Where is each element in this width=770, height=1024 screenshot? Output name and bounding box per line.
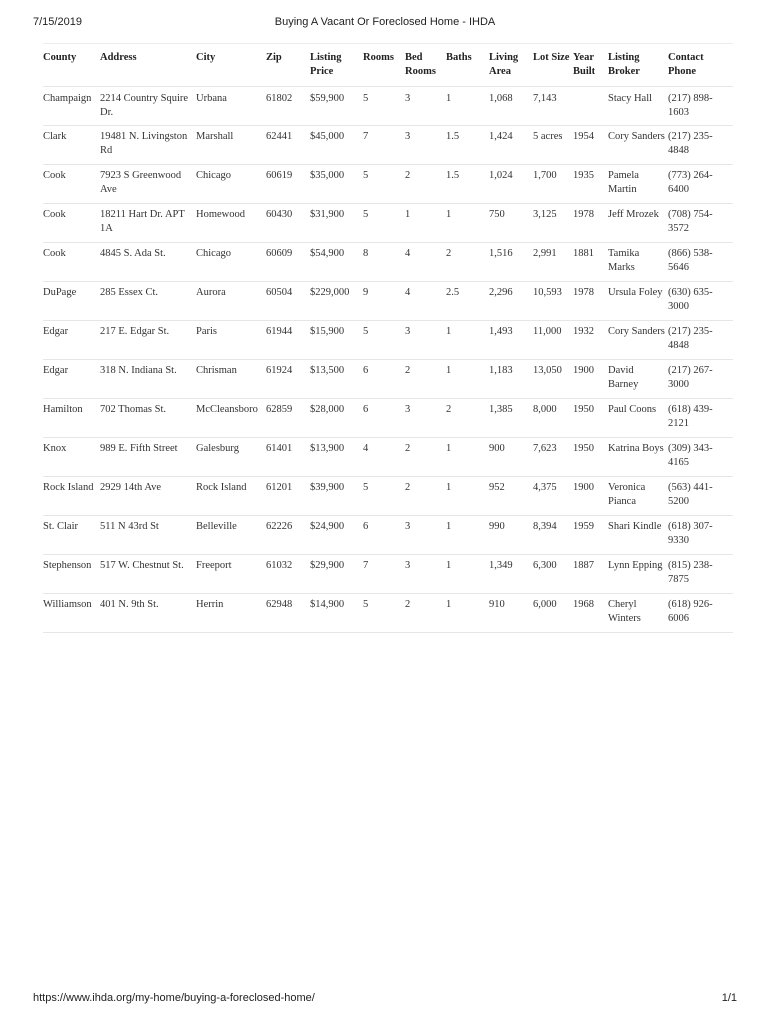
column-header-bed-rooms: Bed Rooms <box>405 44 446 87</box>
cell-year-built: 1932 <box>573 321 608 360</box>
cell-listing-broker: Cory Sanders <box>608 321 668 360</box>
cell-address: 517 W. Chestnut St. <box>100 555 196 594</box>
table-row <box>43 477 733 516</box>
foreclosure-listings-table <box>43 43 733 633</box>
cell-listing-broker: Stacy Hall <box>608 87 668 126</box>
cell-zip: 62226 <box>266 516 310 555</box>
table-row <box>43 165 733 204</box>
cell-city: Chrisman <box>196 360 266 399</box>
cell-baths: 1 <box>446 438 489 477</box>
cell-living-area: 1,068 <box>489 87 533 126</box>
cell-rooms: 5 <box>363 204 405 243</box>
cell-city: Chicago <box>196 243 266 282</box>
cell-bed-rooms: 3 <box>405 321 446 360</box>
cell-lot-size: 6,000 <box>533 594 573 633</box>
cell-contact-phone: (773) 264-6400 <box>668 165 733 204</box>
cell-lot-size: 11,000 <box>533 321 573 360</box>
cell-county: St. Clair <box>43 516 100 555</box>
column-header-contact-phone: Contact Phone <box>668 44 733 87</box>
cell-listing-price: $59,900 <box>310 87 363 126</box>
cell-zip: 61944 <box>266 321 310 360</box>
cell-lot-size: 7,143 <box>533 87 573 126</box>
cell-baths: 2 <box>446 399 489 438</box>
cell-rooms: 8 <box>363 243 405 282</box>
cell-contact-phone: (563) 441-5200 <box>668 477 733 516</box>
cell-lot-size: 5 acres <box>533 126 573 165</box>
cell-address: 2214 Country Squire Dr. <box>100 87 196 126</box>
cell-rooms: 5 <box>363 477 405 516</box>
table-row <box>43 594 733 633</box>
cell-bed-rooms: 1 <box>405 204 446 243</box>
cell-listing-broker: Paul Coons <box>608 399 668 438</box>
cell-listing-price: $13,500 <box>310 360 363 399</box>
table-row <box>43 399 733 438</box>
cell-county: Edgar <box>43 360 100 399</box>
cell-county: Knox <box>43 438 100 477</box>
cell-listing-broker: Katrina Boys <box>608 438 668 477</box>
table-row <box>43 282 733 321</box>
cell-living-area: 952 <box>489 477 533 516</box>
cell-listing-price: $39,900 <box>310 477 363 516</box>
cell-contact-phone: (309) 343-4165 <box>668 438 733 477</box>
cell-city: Rock Island <box>196 477 266 516</box>
cell-listing-broker: Veronica Pianca <box>608 477 668 516</box>
cell-baths: 1.5 <box>446 126 489 165</box>
cell-zip: 61032 <box>266 555 310 594</box>
cell-address: 511 N 43rd St <box>100 516 196 555</box>
cell-rooms: 4 <box>363 438 405 477</box>
cell-listing-price: $15,900 <box>310 321 363 360</box>
cell-baths: 1 <box>446 516 489 555</box>
cell-city: Urbana <box>196 87 266 126</box>
cell-zip: 60504 <box>266 282 310 321</box>
cell-zip: 60609 <box>266 243 310 282</box>
column-header-lot-size: Lot Size <box>533 44 573 87</box>
cell-contact-phone: (866) 538-5646 <box>668 243 733 282</box>
print-footer <box>33 992 737 1008</box>
cell-year-built: 1959 <box>573 516 608 555</box>
cell-year-built: 1881 <box>573 243 608 282</box>
cell-rooms: 5 <box>363 594 405 633</box>
cell-living-area: 1,385 <box>489 399 533 438</box>
cell-contact-phone: (708) 754-3572 <box>668 204 733 243</box>
cell-bed-rooms: 3 <box>405 399 446 438</box>
table-row <box>43 516 733 555</box>
cell-listing-broker: David Barney <box>608 360 668 399</box>
cell-rooms: 5 <box>363 321 405 360</box>
cell-bed-rooms: 4 <box>405 282 446 321</box>
cell-county: Cook <box>43 243 100 282</box>
cell-zip: 62859 <box>266 399 310 438</box>
cell-living-area: 910 <box>489 594 533 633</box>
cell-listing-broker: Tamika Marks <box>608 243 668 282</box>
table-row <box>43 243 733 282</box>
cell-contact-phone: (815) 238-7875 <box>668 555 733 594</box>
cell-city: Paris <box>196 321 266 360</box>
cell-contact-phone: (217) 235-4848 <box>668 126 733 165</box>
cell-city: Belleville <box>196 516 266 555</box>
cell-year-built: 1978 <box>573 204 608 243</box>
cell-lot-size: 10,593 <box>533 282 573 321</box>
cell-year-built: 1900 <box>573 477 608 516</box>
cell-county: DuPage <box>43 282 100 321</box>
cell-address: 19481 N. Livingston Rd <box>100 126 196 165</box>
cell-lot-size: 8,000 <box>533 399 573 438</box>
cell-city: Galesburg <box>196 438 266 477</box>
cell-baths: 2.5 <box>446 282 489 321</box>
cell-bed-rooms: 3 <box>405 555 446 594</box>
cell-listing-broker: Lynn Epping <box>608 555 668 594</box>
cell-contact-phone: (618) 439-2121 <box>668 399 733 438</box>
cell-rooms: 6 <box>363 516 405 555</box>
cell-year-built <box>573 87 608 126</box>
cell-baths: 1 <box>446 204 489 243</box>
cell-zip: 62948 <box>266 594 310 633</box>
cell-baths: 1.5 <box>446 165 489 204</box>
cell-year-built: 1968 <box>573 594 608 633</box>
cell-baths: 1 <box>446 594 489 633</box>
cell-living-area: 1,349 <box>489 555 533 594</box>
cell-contact-phone: (618) 307-9330 <box>668 516 733 555</box>
cell-year-built: 1954 <box>573 126 608 165</box>
cell-listing-price: $29,900 <box>310 555 363 594</box>
cell-city: McCleansboro <box>196 399 266 438</box>
cell-year-built: 1950 <box>573 438 608 477</box>
cell-rooms: 7 <box>363 555 405 594</box>
page-number: 1/1 <box>721 992 737 1004</box>
table-row <box>43 438 733 477</box>
cell-listing-price: $31,900 <box>310 204 363 243</box>
cell-county: Cook <box>43 204 100 243</box>
print-header <box>33 16 737 32</box>
cell-listing-price: $45,000 <box>310 126 363 165</box>
cell-zip: 62441 <box>266 126 310 165</box>
cell-bed-rooms: 3 <box>405 126 446 165</box>
cell-lot-size: 2,991 <box>533 243 573 282</box>
cell-bed-rooms: 2 <box>405 477 446 516</box>
page-title: Buying A Vacant Or Foreclosed Home - IHDA <box>274 16 496 28</box>
column-header-living-area: Living Area <box>489 44 533 87</box>
cell-bed-rooms: 2 <box>405 438 446 477</box>
table-row <box>43 87 733 126</box>
cell-living-area: 1,516 <box>489 243 533 282</box>
cell-living-area: 1,183 <box>489 360 533 399</box>
cell-zip: 61802 <box>266 87 310 126</box>
cell-address: 7923 S Greenwood Ave <box>100 165 196 204</box>
cell-rooms: 7 <box>363 126 405 165</box>
cell-contact-phone: (618) 926-6006 <box>668 594 733 633</box>
cell-bed-rooms: 3 <box>405 87 446 126</box>
cell-county: Stephenson <box>43 555 100 594</box>
cell-county: Champaign <box>43 87 100 126</box>
table-row <box>43 126 733 165</box>
cell-living-area: 1,424 <box>489 126 533 165</box>
column-header-zip: Zip <box>266 44 310 87</box>
cell-zip: 61924 <box>266 360 310 399</box>
cell-year-built: 1935 <box>573 165 608 204</box>
column-header-county: County <box>43 44 100 87</box>
cell-lot-size: 1,700 <box>533 165 573 204</box>
cell-zip: 60619 <box>266 165 310 204</box>
table-row <box>43 555 733 594</box>
cell-county: Williamson <box>43 594 100 633</box>
cell-city: Aurora <box>196 282 266 321</box>
cell-rooms: 6 <box>363 399 405 438</box>
cell-lot-size: 8,394 <box>533 516 573 555</box>
cell-baths: 2 <box>446 243 489 282</box>
cell-address: 401 N. 9th St. <box>100 594 196 633</box>
cell-listing-broker: Jeff Mrozek <box>608 204 668 243</box>
cell-listing-price: $28,000 <box>310 399 363 438</box>
cell-bed-rooms: 3 <box>405 516 446 555</box>
cell-rooms: 5 <box>363 87 405 126</box>
cell-living-area: 990 <box>489 516 533 555</box>
cell-listing-broker: Shari Kindle <box>608 516 668 555</box>
cell-contact-phone: (217) 235-4848 <box>668 321 733 360</box>
cell-zip: 61201 <box>266 477 310 516</box>
column-header-baths: Baths <box>446 44 489 87</box>
column-header-year-built: Year Built <box>573 44 608 87</box>
cell-address: 217 E. Edgar St. <box>100 321 196 360</box>
cell-bed-rooms: 2 <box>405 360 446 399</box>
cell-city: Marshall <box>196 126 266 165</box>
cell-county: Clark <box>43 126 100 165</box>
cell-lot-size: 13,050 <box>533 360 573 399</box>
cell-address: 2929 14th Ave <box>100 477 196 516</box>
cell-listing-price: $13,900 <box>310 438 363 477</box>
cell-city: Freeport <box>196 555 266 594</box>
column-header-city: City <box>196 44 266 87</box>
column-header-address: Address <box>100 44 196 87</box>
column-header-listing-price: Listing Price <box>310 44 363 87</box>
cell-county: Cook <box>43 165 100 204</box>
cell-address: 18211 Hart Dr. APT 1A <box>100 204 196 243</box>
table-row <box>43 204 733 243</box>
cell-city: Homewood <box>196 204 266 243</box>
cell-listing-price: $229,000 <box>310 282 363 321</box>
column-header-listing-broker: Listing Broker <box>608 44 668 87</box>
cell-year-built: 1978 <box>573 282 608 321</box>
cell-listing-price: $24,900 <box>310 516 363 555</box>
cell-listing-price: $54,900 <box>310 243 363 282</box>
table-row <box>43 360 733 399</box>
cell-listing-price: $14,900 <box>310 594 363 633</box>
cell-zip: 61401 <box>266 438 310 477</box>
cell-baths: 1 <box>446 360 489 399</box>
cell-listing-broker: Cheryl Winters <box>608 594 668 633</box>
cell-year-built: 1900 <box>573 360 608 399</box>
cell-lot-size: 3,125 <box>533 204 573 243</box>
cell-baths: 1 <box>446 477 489 516</box>
cell-address: 4845 S. Ada St. <box>100 243 196 282</box>
cell-rooms: 6 <box>363 360 405 399</box>
cell-year-built: 1950 <box>573 399 608 438</box>
cell-living-area: 900 <box>489 438 533 477</box>
cell-bed-rooms: 4 <box>405 243 446 282</box>
page-url: https://www.ihda.org/my-home/buying-a-foreclosed-home/ <box>33 992 315 1004</box>
cell-listing-broker: Cory Sanders <box>608 126 668 165</box>
cell-baths: 1 <box>446 555 489 594</box>
cell-contact-phone: (630) 635-3000 <box>668 282 733 321</box>
cell-bed-rooms: 2 <box>405 165 446 204</box>
column-header-rooms: Rooms <box>363 44 405 87</box>
cell-county: Hamilton <box>43 399 100 438</box>
cell-rooms: 9 <box>363 282 405 321</box>
cell-listing-price: $35,000 <box>310 165 363 204</box>
cell-listing-broker: Pamela Martin <box>608 165 668 204</box>
cell-contact-phone: (217) 898-1603 <box>668 87 733 126</box>
cell-listing-broker: Ursula Foley <box>608 282 668 321</box>
cell-city: Herrin <box>196 594 266 633</box>
cell-baths: 1 <box>446 321 489 360</box>
cell-address: 285 Essex Ct. <box>100 282 196 321</box>
print-date: 7/15/2019 <box>33 16 82 28</box>
cell-city: Chicago <box>196 165 266 204</box>
cell-living-area: 1,493 <box>489 321 533 360</box>
table-row <box>43 321 733 360</box>
cell-address: 318 N. Indiana St. <box>100 360 196 399</box>
cell-county: Edgar <box>43 321 100 360</box>
cell-lot-size: 7,623 <box>533 438 573 477</box>
cell-address: 702 Thomas St. <box>100 399 196 438</box>
cell-year-built: 1887 <box>573 555 608 594</box>
cell-county: Rock Island <box>43 477 100 516</box>
cell-lot-size: 6,300 <box>533 555 573 594</box>
table-header-row <box>43 44 733 87</box>
cell-living-area: 1,024 <box>489 165 533 204</box>
cell-rooms: 5 <box>363 165 405 204</box>
cell-living-area: 2,296 <box>489 282 533 321</box>
cell-contact-phone: (217) 267-3000 <box>668 360 733 399</box>
cell-bed-rooms: 2 <box>405 594 446 633</box>
cell-zip: 60430 <box>266 204 310 243</box>
cell-lot-size: 4,375 <box>533 477 573 516</box>
cell-living-area: 750 <box>489 204 533 243</box>
cell-address: 989 E. Fifth Street <box>100 438 196 477</box>
cell-baths: 1 <box>446 87 489 126</box>
